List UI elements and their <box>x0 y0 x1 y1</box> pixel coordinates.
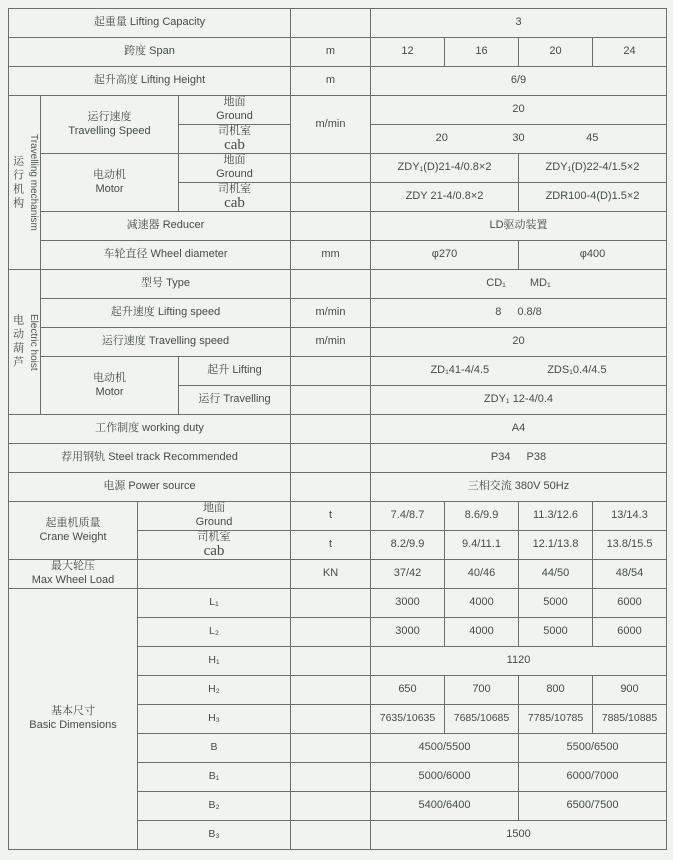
crane-spec-table <box>8 8 667 850</box>
steel-track-2: P38 <box>526 451 547 464</box>
sublabel-motor-ground-en: Ground <box>216 168 253 180</box>
span-20: 20 <box>519 38 593 67</box>
row-dim-L1 <box>138 589 667 618</box>
hoist-lifting-speed-2: 0.8/8 <box>517 306 542 319</box>
value-motor-ground-1: ZDY₁(D)21-4/0.8×2 <box>371 154 519 183</box>
row-lifting-height <box>9 67 667 96</box>
sublabel-motor-cab-en: cab <box>224 195 245 212</box>
dim-H2-3: 800 <box>519 676 593 705</box>
unit-steel-track <box>291 444 371 473</box>
motor-units <box>291 154 371 212</box>
value-hoist-motor-lifting <box>371 357 667 386</box>
sublabel-cw-ground-zh: 地面 <box>203 502 225 515</box>
dim-unit-B2 <box>291 792 371 821</box>
speed-sub-labels <box>179 96 291 154</box>
motor-ground-values <box>371 154 667 183</box>
dim-unit-L1 <box>291 589 371 618</box>
unit-cw-ground: t <box>291 502 371 531</box>
label-travelling-motor <box>41 154 179 212</box>
label-hoist-motor <box>41 357 179 415</box>
cw-cab-values <box>371 531 667 560</box>
dim-name-H3: H₃ <box>138 705 291 734</box>
label-crane-weight-en: Crane Weight <box>39 530 107 543</box>
dim-H2-2: 700 <box>445 676 519 705</box>
group-basic-dimensions <box>9 589 667 850</box>
unit-cw-cab: t <box>291 531 371 560</box>
unit-hoist-type <box>291 270 371 299</box>
speed-values <box>371 96 667 154</box>
row-dim-B2 <box>138 792 667 821</box>
dim-B2-2: 6500/7500 <box>519 792 667 821</box>
motor-values <box>371 154 667 212</box>
sublabel-cw-ground-en: Ground <box>195 516 233 528</box>
dim-B-2: 5500/6500 <box>519 734 667 763</box>
sublabel-motor-ground <box>179 154 291 183</box>
dim-unit-B3 <box>291 821 371 850</box>
crane-weight-values <box>371 502 667 560</box>
label-travelling-speed <box>41 96 179 154</box>
label-working-duty: 工作制度 working duty <box>9 415 291 444</box>
unit-lifting-height: m <box>291 67 371 96</box>
electric-hoist-rows <box>41 270 667 415</box>
row-dim-H1 <box>138 647 667 676</box>
mwl-4: 48/54 <box>593 560 667 589</box>
row-dim-L2 <box>138 618 667 647</box>
row-wheel-diameter <box>41 241 667 270</box>
row-dim-H3 <box>138 705 667 734</box>
row-travelling-speed <box>41 96 667 154</box>
dim-B3-value: 1500 <box>371 821 667 850</box>
row-dim-B <box>138 734 667 763</box>
dim-L1-3: 5000 <box>519 589 593 618</box>
label-mwl-en: Max Wheel Load <box>31 574 115 586</box>
label-travelling-speed-zh: 运行速度 <box>87 110 132 123</box>
sublabel-hoist-travelling: 运行 Travelling <box>179 386 291 415</box>
dim-L2-2: 4000 <box>445 618 519 647</box>
span-16: 16 <box>445 38 519 67</box>
span-24: 24 <box>593 38 667 67</box>
unit-span: m <box>291 38 371 67</box>
hoist-type-1: CD₁ <box>486 277 506 290</box>
row-hoist-type <box>41 270 667 299</box>
hoist-type-2: MD₁ <box>529 277 551 290</box>
sublabel-hoist-lifting: 起升 Lifting <box>179 357 291 386</box>
value-wheel-diameter-2: φ400 <box>519 241 667 270</box>
value-working-duty: A4 <box>371 415 667 444</box>
dim-unit-H1 <box>291 647 371 676</box>
cw-cab-1: 8.2/9.9 <box>371 531 445 560</box>
group-label-zh: 运行机构 <box>11 154 24 211</box>
hoist-motor-units <box>291 357 371 415</box>
label-crane-weight <box>9 502 138 560</box>
dim-L1-2: 4000 <box>445 589 519 618</box>
row-steel-track <box>9 444 667 473</box>
value-motor-ground-2: ZDY₁(D)22-4/1.5×2 <box>519 154 667 183</box>
unit-hoist-motor-lifting <box>291 357 371 386</box>
dim-H2-4: 900 <box>593 676 667 705</box>
label-hoist-motor-en: Motor <box>95 385 124 398</box>
label-basic-dimensions <box>9 589 138 850</box>
dim-H3-2: 7685/10685 <box>445 705 519 734</box>
hoist-motor-lifting-1: ZD₁41-4/4.5 <box>430 364 490 377</box>
label-lifting-height: 起升高度 Lifting Height <box>9 67 291 96</box>
row-lifting-capacity <box>9 9 667 38</box>
sublabel-ground <box>179 96 291 125</box>
crane-weight-sub-labels <box>138 502 291 560</box>
dim-unit-H3 <box>291 705 371 734</box>
travelling-mechanism-rows <box>41 96 667 270</box>
unit-hoist-motor-travelling <box>291 386 371 415</box>
row-hoist-motor <box>41 357 667 415</box>
value-hoist-type <box>371 270 667 299</box>
dim-unit-B1 <box>291 763 371 792</box>
cab-speed-3: 45 <box>586 132 599 145</box>
cw-ground-1: 7.4/8.7 <box>371 502 445 531</box>
unit-reducer <box>291 212 371 241</box>
motor-cab-values <box>371 183 667 212</box>
label-motor-zh: 电动机 <box>93 168 126 181</box>
dim-name-B2: B₂ <box>138 792 291 821</box>
label-motor-en: Motor <box>95 182 124 195</box>
dim-B1-2: 6000/7000 <box>519 763 667 792</box>
label-power-source: 电源 Power source <box>9 473 291 502</box>
label-crane-weight-zh: 起重机质量 <box>45 516 101 529</box>
dim-name-H2: H₂ <box>138 676 291 705</box>
cw-ground-3: 11.3/12.6 <box>519 502 593 531</box>
label-hoist-type: 型号 Type <box>41 270 291 299</box>
row-dim-B1 <box>138 763 667 792</box>
label-wheel-diameter: 车轮直径 Wheel diameter <box>41 241 291 270</box>
group-label-en: Travelling mechanism <box>28 134 40 231</box>
sublabel-cab-en: cab <box>224 137 245 154</box>
row-hoist-travelling-speed <box>41 328 667 357</box>
cw-cab-2: 9.4/11.1 <box>445 531 519 560</box>
group-label-electric-hoist <box>9 270 41 415</box>
unit-motor-cab <box>291 183 371 212</box>
dim-unit-L2 <box>291 618 371 647</box>
value-steel-track <box>371 444 667 473</box>
dim-name-L2: L₂ <box>138 618 291 647</box>
sublabel-ground-zh: 地面 <box>223 96 246 109</box>
label-bd-en: Basic Dimensions <box>29 719 117 731</box>
sublabel-cab-zh: 司机室 <box>218 125 251 137</box>
cw-cab-4: 13.8/15.5 <box>593 531 667 560</box>
dim-L2-4: 6000 <box>593 618 667 647</box>
value-power-source: 三相交流 380V 50Hz <box>371 473 667 502</box>
motor-sub-labels <box>179 154 291 212</box>
value-motor-cab-2: ZDR100-4(D)1.5×2 <box>519 183 667 212</box>
span-12: 12 <box>371 38 445 67</box>
row-dim-H2 <box>138 676 667 705</box>
cw-ground-values <box>371 502 667 531</box>
cab-speed-1: 20 <box>435 132 448 145</box>
dim-B2-1: 5400/6400 <box>371 792 519 821</box>
value-hoist-travelling-speed: 20 <box>371 328 667 357</box>
value-hoist-motor-travelling: ZDY₁ 12-4/0.4 <box>371 386 667 415</box>
value-wheel-diameter-1: φ270 <box>371 241 519 270</box>
sublabel-motor-cab <box>179 183 291 212</box>
unit-lifting-capacity <box>291 9 371 38</box>
hoist-motor-lifting-2: ZDS₁0.4/4.5 <box>547 364 607 377</box>
sublabel-motor-cab-zh: 司机室 <box>218 183 251 195</box>
mwl-1: 37/42 <box>371 560 445 589</box>
sublabel-cw-cab-zh: 司机室 <box>197 531 231 543</box>
dim-H3-3: 7785/10785 <box>519 705 593 734</box>
dim-B1-1: 5000/6000 <box>371 763 519 792</box>
dim-H1-value: 1120 <box>371 647 667 676</box>
dim-name-L1: L₁ <box>138 589 291 618</box>
label-mwl-zh: 最大轮压 <box>51 560 95 573</box>
row-reducer <box>41 212 667 241</box>
cw-ground-4: 13/14.3 <box>593 502 667 531</box>
group-travelling-mechanism <box>9 96 667 270</box>
label-hoist-lifting-speed: 起升速度 Lifting speed <box>41 299 291 328</box>
value-lifting-height: 6/9 <box>371 67 667 96</box>
dim-L1-4: 6000 <box>593 589 667 618</box>
label-hoist-travelling-speed: 运行速度 Travelling speed <box>41 328 291 357</box>
sublabel-cab <box>179 125 291 154</box>
hoist-label-en: Electric hoist <box>28 313 40 371</box>
dim-unit-B <box>291 734 371 763</box>
row-dim-B3 <box>138 821 667 850</box>
row-hoist-lifting-speed <box>41 299 667 328</box>
hoist-label-zh: 电动葫芦 <box>11 314 24 370</box>
unit-travelling-speed: m/min <box>291 96 371 154</box>
sublabel-cw-ground <box>138 502 291 531</box>
hoist-lifting-speed-1: 8 <box>495 306 502 319</box>
row-working-duty <box>9 415 667 444</box>
dim-L2-1: 3000 <box>371 618 445 647</box>
mwl-2: 40/46 <box>445 560 519 589</box>
group-electric-hoist <box>9 270 667 415</box>
unit-power-source <box>291 473 371 502</box>
row-max-wheel-load <box>9 560 667 589</box>
unit-motor-ground <box>291 154 371 183</box>
label-span: 跨度 Span <box>9 38 291 67</box>
sublabel-motor-ground-zh: 地面 <box>223 154 246 167</box>
label-bd-zh: 基本尺寸 <box>51 705 95 718</box>
unit-hoist-travelling-speed: m/min <box>291 328 371 357</box>
dim-name-H1: H₁ <box>138 647 291 676</box>
value-motor-cab-1: ZDY 21-4/0.8×2 <box>371 183 519 212</box>
dim-H3-1: 7635/10635 <box>371 705 445 734</box>
hoist-motor-values <box>371 357 667 415</box>
unit-working-duty <box>291 415 371 444</box>
cab-speed-2: 30 <box>512 132 525 145</box>
hoist-motor-sub-labels <box>179 357 291 415</box>
value-lifting-capacity: 3 <box>371 9 667 38</box>
row-travelling-motor <box>41 154 667 212</box>
label-lifting-capacity: 起重量 Lifting Capacity <box>9 9 291 38</box>
dim-L2-3: 5000 <box>519 618 593 647</box>
dim-B-1: 4500/5500 <box>371 734 519 763</box>
dim-H2-1: 650 <box>371 676 445 705</box>
label-max-wheel-load <box>9 560 138 589</box>
sublabel-ground-en: Ground <box>216 110 253 122</box>
value-hoist-lifting-speed <box>371 299 667 328</box>
unit-max-wheel-load: KN <box>291 560 371 589</box>
row-power-source <box>9 473 667 502</box>
steel-track-1: P34 <box>490 451 511 464</box>
sublabel-cw-cab <box>138 531 291 560</box>
dim-H3-4: 7885/10885 <box>593 705 667 734</box>
dim-name-B3: B₃ <box>138 821 291 850</box>
group-label-travelling-mechanism <box>9 96 41 270</box>
label-hoist-motor-zh: 电动机 <box>93 371 126 384</box>
sublabel-mwl-empty <box>138 560 291 589</box>
label-steel-track: 荐用钢轨 Steel track Recommended <box>9 444 291 473</box>
dim-L1-1: 3000 <box>371 589 445 618</box>
group-crane-weight <box>9 502 667 560</box>
dim-unit-H2 <box>291 676 371 705</box>
sublabel-cw-cab-en: cab <box>203 543 225 560</box>
value-reducer: LD驱动装置 <box>371 212 667 241</box>
basic-dimension-rows <box>138 589 667 850</box>
mwl-3: 44/50 <box>519 560 593 589</box>
dim-name-B: B <box>138 734 291 763</box>
unit-wheel-diameter: mm <box>291 241 371 270</box>
label-reducer: 减速器 Reducer <box>41 212 291 241</box>
row-span <box>9 38 667 67</box>
cw-cab-3: 12.1/13.8 <box>519 531 593 560</box>
label-travelling-speed-en: Travelling Speed <box>68 124 151 137</box>
crane-weight-units <box>291 502 371 560</box>
value-speed-ground: 20 <box>371 96 667 125</box>
value-speed-cab <box>371 125 667 154</box>
cw-ground-2: 8.6/9.9 <box>445 502 519 531</box>
unit-hoist-lifting-speed: m/min <box>291 299 371 328</box>
dim-name-B1: B₁ <box>138 763 291 792</box>
